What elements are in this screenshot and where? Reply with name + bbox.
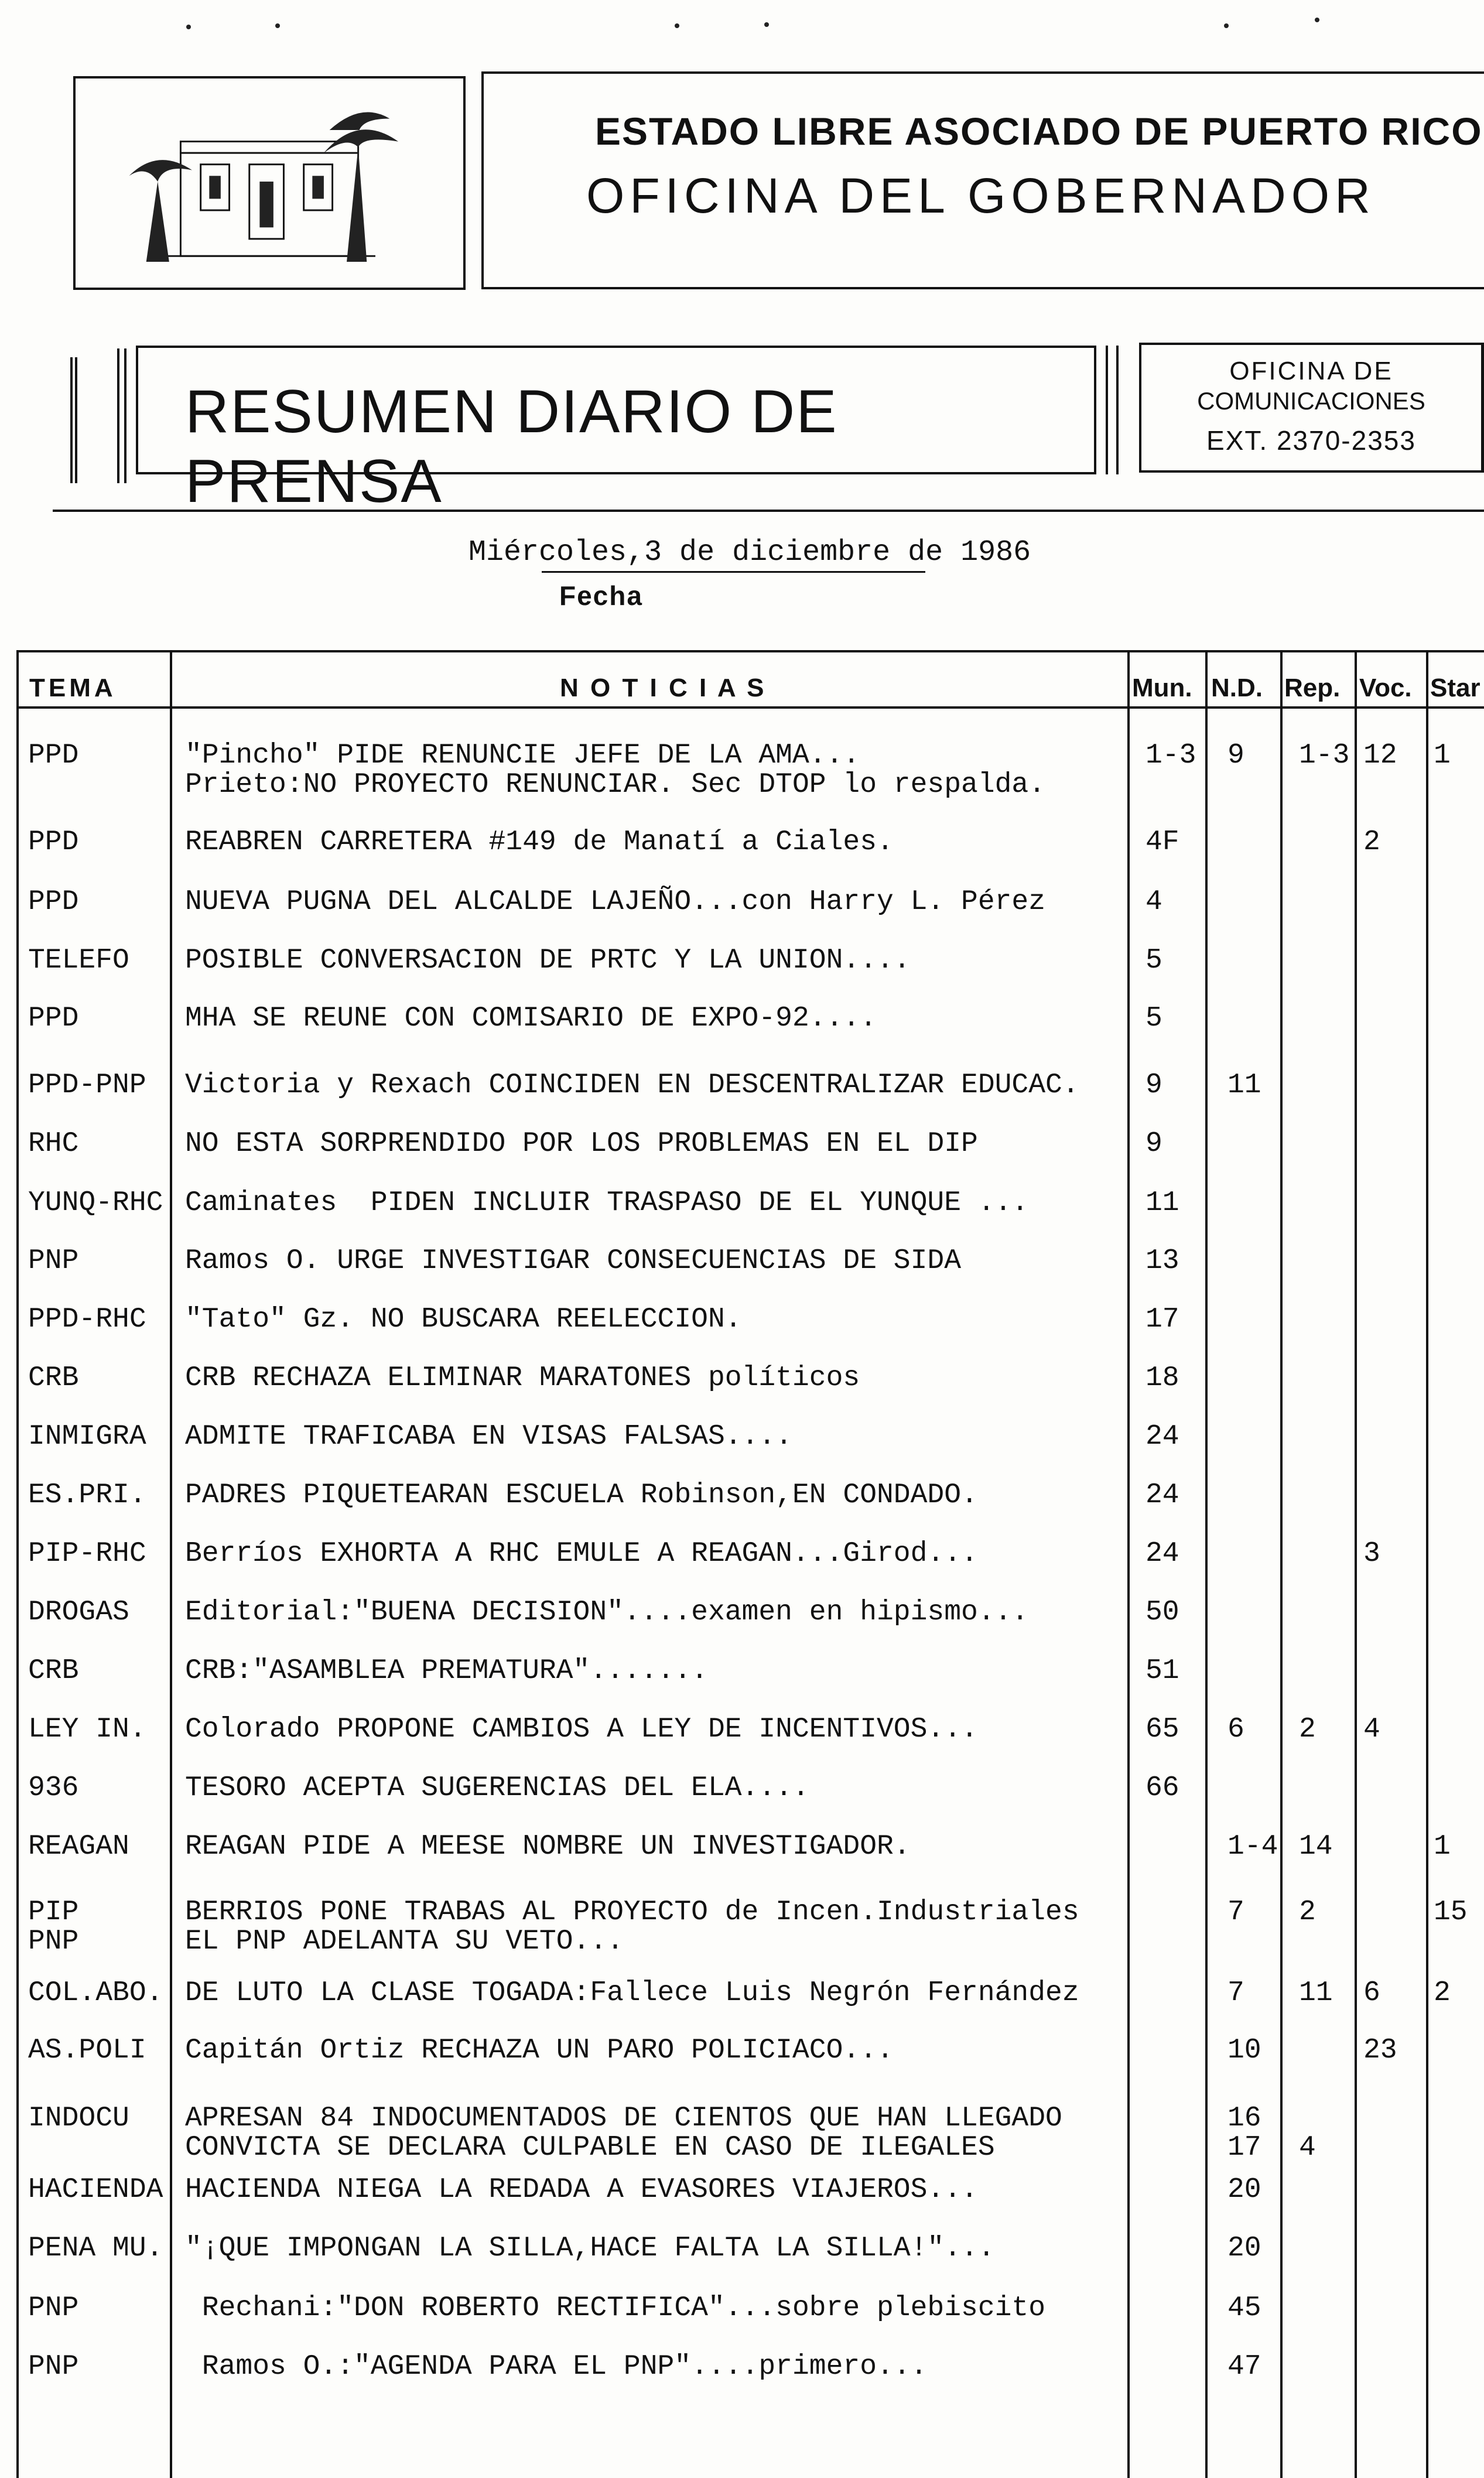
- cell-noticia: Editorial:"BUENA DECISION"....examen en hipismo...: [185, 1597, 1029, 1628]
- cell-noticia: Victoria y Rexach COINCIDEN EN DESCENTRALIZAR EDUCAC.: [185, 1069, 1079, 1101]
- cell-tema: PPD: [28, 1004, 79, 1033]
- press-summary-table: [16, 650, 1484, 2478]
- document-title: RESUMEN DIARIO DE PRENSA: [185, 378, 838, 515]
- cell-noticia: Capitán Ortiz RECHAZA UN PARO POLICIACO...: [185, 2035, 894, 2066]
- cell-noticia: Caminates PIDEN INCLUIR TRASPASO DE EL YUNQUE ...: [185, 1187, 1029, 1219]
- comm-line2: COMUNICACIONES: [1197, 387, 1425, 415]
- comm-line1: OFICINA DE: [1229, 357, 1393, 385]
- cell-rep: 11: [1299, 1977, 1333, 2009]
- cell-noticia: PADRES PIQUETEARAN ESCUELA Robinson,EN CONDADO.: [185, 1479, 978, 1511]
- cell-tema: PNP: [28, 2294, 79, 2323]
- cell-mun: 66: [1146, 1772, 1179, 1804]
- cell-tema: HACIENDA: [28, 2175, 163, 2204]
- cell-star: 2: [1434, 1978, 1451, 2008]
- commonwealth-name: ESTADO LIBRE ASOCIADO DE PUERTO RICO: [595, 110, 1483, 153]
- cell-noticia: Berríos EXHORTA A RHC EMULE A REAGAN...Girod...: [185, 1538, 978, 1570]
- cell-tema: DROGAS: [28, 1598, 129, 1627]
- header-noticias: N O T I C I A S: [560, 674, 767, 702]
- cell-tema: PNP: [28, 2352, 79, 2381]
- table-header-border: [16, 706, 1484, 709]
- cell-rep: 2: [1299, 1896, 1316, 1928]
- cell-mun: 5: [1146, 1003, 1162, 1034]
- cell-tema: PPD-RHC: [28, 1305, 146, 1334]
- building-illustration: [76, 78, 463, 288]
- cell-noticia: MHA SE REUNE CON COMISARIO DE EXPO-92....: [185, 1003, 877, 1034]
- cell-noticia: NUEVA PUGNA DEL ALCALDE LAJEÑO...con Harry L. Pérez: [185, 886, 1046, 918]
- cell-voc: 12: [1363, 740, 1397, 771]
- cell-tema: PPD: [28, 741, 79, 770]
- cell-nd: 45: [1227, 2292, 1261, 2324]
- scan-mark: [1224, 23, 1229, 28]
- cell-mun: 24: [1146, 1538, 1179, 1570]
- col-divider: [1355, 650, 1357, 2478]
- cell-noticia: DE LUTO LA CLASE TOGADA:Fallece Luis Negrón Fernández: [185, 1977, 1079, 2009]
- cell-tema: YUNQ-RHC: [28, 1188, 163, 1218]
- communications-box: [1139, 343, 1484, 473]
- cell-tema: RHC: [28, 1129, 79, 1158]
- cell-noticia: HACIENDA NIEGA LA REDADA A EVASORES VIAJEROS...: [185, 2174, 978, 2206]
- scan-mark: [675, 23, 679, 28]
- cell-tema: CRB: [28, 1363, 79, 1393]
- cell-tema: INDOCU: [28, 2104, 129, 2133]
- cell-tema: PENA MU.: [28, 2234, 163, 2263]
- cell-noticia: "Tato" Gz. NO BUSCARA REELECCION.: [185, 1304, 742, 1335]
- date-value: Miércoles,3 de diciembre de 1986: [469, 536, 1031, 569]
- cell-noticia: Ramos O. URGE INVESTIGAR CONSECUENCIAS DE SIDA: [185, 1245, 962, 1277]
- cell-noticia: CRB:"ASAMBLEA PREMATURA".......: [185, 1655, 708, 1687]
- office-name: OFICINA DEL GOBERNADOR: [586, 168, 1376, 223]
- scan-mark: [275, 23, 280, 28]
- cell-rep: 14: [1299, 1831, 1333, 1862]
- cell-tema: INMIGRA: [28, 1422, 146, 1451]
- resumen-banner: [136, 346, 1096, 515]
- date-underline: [542, 571, 925, 573]
- cell-tema: PIP PNP: [28, 1898, 79, 1956]
- cell-noticia: APRESAN 84 INDOCUMENTADOS DE CIENTOS QUE HAN LLEGADO CONVICTA SE DECLARA CULPABLE EN CASO DE ILEGALES: [185, 2103, 1062, 2163]
- cell-mun: 18: [1146, 1362, 1179, 1394]
- cell-noticia: Ramos O.:"AGENDA PARA EL PNP"....primero...: [185, 2351, 928, 2383]
- cell-rep: 1-3: [1299, 740, 1350, 771]
- cell-noticia: REAGAN PIDE A MEESE NOMBRE UN INVESTIGADOR.: [185, 1831, 911, 1862]
- cell-tema: PPD: [28, 828, 79, 857]
- cell-voc: 2: [1363, 826, 1380, 858]
- cell-nd: 1-4: [1227, 1831, 1278, 1862]
- col-divider: [1127, 650, 1130, 2478]
- col-divider: [1426, 650, 1428, 2478]
- cell-tema: LEY IN.: [28, 1715, 146, 1744]
- cell-mun: 4: [1146, 886, 1162, 918]
- cell-tema: PPD-PNP: [28, 1071, 146, 1100]
- cell-voc: 6: [1363, 1977, 1380, 2009]
- letterhead-title-box: [481, 71, 1484, 289]
- cell-noticia: "Pincho" PIDE RENUNCIE JEFE DE LA AMA... Prieto:NO PROYECTO RENUNCIAR. Sec DTOP lo respalda.: [185, 740, 1046, 801]
- cell-nd: 7: [1227, 1977, 1244, 2009]
- cell-nd: 10: [1227, 2035, 1261, 2066]
- cell-noticia: TESORO ACEPTA SUGERENCIAS DEL ELA....: [185, 1772, 809, 1804]
- col-divider: [16, 650, 19, 2478]
- decorative-bar: [70, 357, 77, 483]
- table-top-border: [16, 650, 1484, 652]
- cell-mun: 51: [1146, 1655, 1179, 1687]
- cell-mun: 17: [1146, 1304, 1179, 1335]
- cell-noticia: "¡QUE IMPONGAN LA SILLA,HACE FALTA LA SILLA!"...: [185, 2233, 995, 2264]
- header-tema: TEMA: [29, 674, 117, 702]
- cell-tema: REAGAN: [28, 1832, 129, 1861]
- cell-nd: 9: [1227, 740, 1244, 771]
- cell-noticia: NO ESTA SORPRENDIDO POR LOS PROBLEMAS EN EL DIP: [185, 1128, 978, 1160]
- header-voc: Voc.: [1359, 674, 1412, 702]
- cell-mun: 9: [1146, 1069, 1162, 1101]
- cell-tema: PPD: [28, 887, 79, 917]
- scan-mark: [1315, 18, 1319, 22]
- header-rep: Rep.: [1284, 674, 1341, 702]
- cell-nd: 6: [1227, 1714, 1244, 1745]
- cell-tema: COL.ABO.: [28, 1978, 163, 2008]
- cell-noticia: Rechani:"DON ROBERTO RECTIFICA"...sobre plebiscito: [185, 2292, 1046, 2324]
- cell-mun: 65: [1146, 1714, 1179, 1745]
- header-divider: [53, 510, 1484, 512]
- cell-rep: 4: [1299, 2132, 1316, 2163]
- cell-nd: 47: [1227, 2351, 1261, 2383]
- cell-mun: 24: [1146, 1421, 1179, 1452]
- cell-nd: 11: [1227, 1069, 1261, 1101]
- cell-nd: 16 17: [1227, 2103, 1261, 2163]
- col-divider: [1205, 650, 1208, 2478]
- scan-mark: [764, 22, 769, 27]
- header-mun: Mun.: [1132, 674, 1192, 702]
- col-divider: [170, 650, 172, 2478]
- cell-tema: PNP: [28, 1246, 79, 1276]
- cell-mun: 11: [1146, 1187, 1179, 1219]
- cell-tema: ES.PRI.: [28, 1481, 146, 1510]
- cell-mun: 4F: [1146, 826, 1179, 858]
- cell-voc: 23: [1363, 2035, 1397, 2066]
- cell-noticia: CRB RECHAZA ELIMINAR MARATONES políticos: [185, 1362, 860, 1394]
- cell-star: 1: [1434, 1832, 1451, 1861]
- cell-noticia: ADMITE TRAFICABA EN VISAS FALSAS....: [185, 1421, 792, 1452]
- cell-tema: 936: [28, 1773, 79, 1803]
- cell-nd: 20: [1227, 2174, 1261, 2206]
- cell-mun: 13: [1146, 1245, 1179, 1277]
- cell-star: 15: [1434, 1898, 1468, 1927]
- letterhead-logo: [73, 76, 466, 290]
- cell-mun: 1-3: [1146, 740, 1196, 771]
- cell-noticia: REABREN CARRETERA #149 de Manatí a Ciales.: [185, 826, 894, 858]
- cell-mun: 24: [1146, 1479, 1179, 1511]
- cell-star: 1: [1434, 741, 1451, 770]
- decorative-bar: [1106, 346, 1119, 474]
- cell-mun: 9: [1146, 1128, 1162, 1160]
- cell-mun: 5: [1146, 945, 1162, 976]
- comm-extension: EXT. 2370-2353: [1206, 425, 1416, 456]
- decorative-bar: [117, 348, 126, 483]
- scan-mark: [186, 25, 191, 29]
- cell-nd: 20: [1227, 2233, 1261, 2264]
- cell-tema: TELEFO: [28, 946, 129, 975]
- cell-tema: PIP-RHC: [28, 1539, 146, 1568]
- cell-rep: 2: [1299, 1714, 1316, 1745]
- col-divider: [1280, 650, 1283, 2478]
- cell-noticia: Colorado PROPONE CAMBIOS A LEY DE INCENTIVOS...: [185, 1714, 978, 1745]
- cell-voc: 4: [1363, 1714, 1380, 1745]
- cell-voc: 3: [1363, 1538, 1380, 1570]
- cell-noticia: BERRIOS PONE TRABAS AL PROYECTO de Incen.Industriales EL PNP ADELANTA SU VETO...: [185, 1896, 1079, 1957]
- cell-tema: AS.POLI: [28, 2036, 146, 2065]
- cell-noticia: POSIBLE CONVERSACION DE PRTC Y LA UNION....: [185, 945, 911, 976]
- cell-mun: 50: [1146, 1597, 1179, 1628]
- cell-nd: 7: [1227, 1896, 1244, 1928]
- cell-tema: CRB: [28, 1656, 79, 1686]
- header-nd: N.D.: [1211, 674, 1263, 702]
- header-star: Star: [1430, 674, 1480, 702]
- date-label: Fecha: [559, 580, 643, 611]
